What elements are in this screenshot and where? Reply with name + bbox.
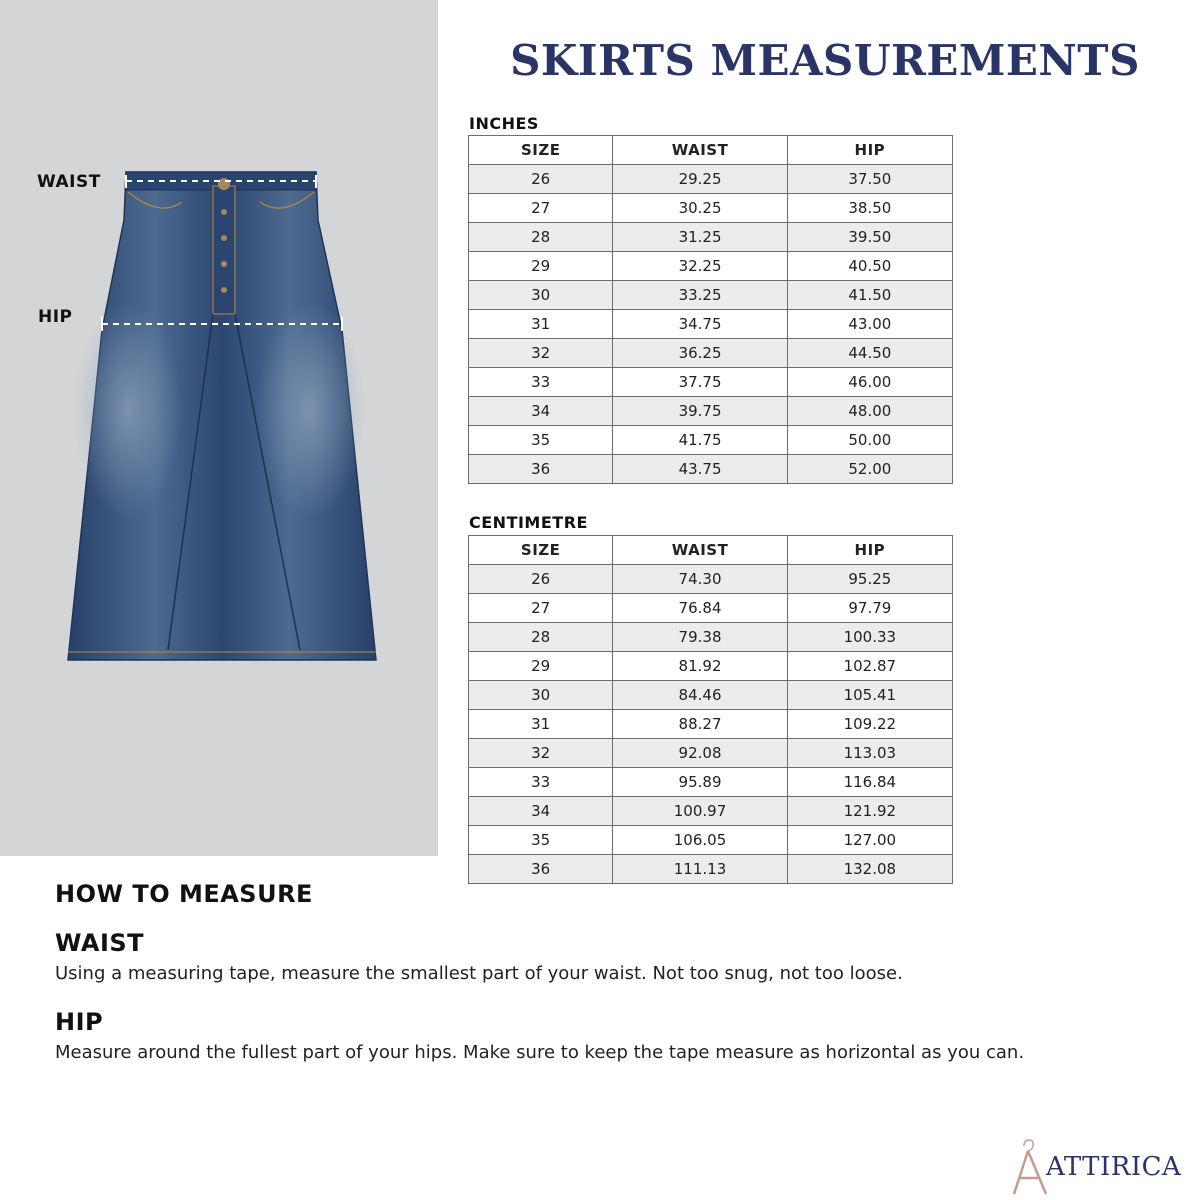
table-row: [469, 426, 953, 455]
hip-heading: HIP: [55, 1008, 104, 1036]
brand-name: ATTIRICA: [1046, 1152, 1182, 1182]
cell-waist: 106.05: [613, 826, 787, 855]
cell-waist: 95.89: [613, 768, 787, 797]
cell-waist: 79.38: [613, 623, 787, 652]
cell-hip: 95.25: [787, 565, 952, 594]
cell-waist: 74.30: [613, 565, 787, 594]
cell-size: 28: [469, 223, 613, 252]
cell-size: 30: [469, 281, 613, 310]
cell-hip: 46.00: [787, 368, 952, 397]
cell-hip: 48.00: [787, 397, 952, 426]
header-hip: HIP: [787, 536, 952, 565]
cell-size: 34: [469, 797, 613, 826]
table-row: [469, 855, 953, 884]
cell-hip: 113.03: [787, 739, 952, 768]
page-title: SKIRTS MEASUREMENTS: [510, 36, 1140, 85]
inches-table: [468, 135, 953, 484]
cell-waist: 43.75: [613, 455, 787, 484]
cell-hip: 41.50: [787, 281, 952, 310]
cell-waist: 33.25: [613, 281, 787, 310]
cell-hip: 102.87: [787, 652, 952, 681]
cell-waist: 111.13: [613, 855, 787, 884]
table-row: [469, 594, 953, 623]
waist-heading: WAIST: [55, 929, 145, 957]
cell-size: 29: [469, 652, 613, 681]
header-waist: WAIST: [613, 136, 787, 165]
cell-size: 32: [469, 339, 613, 368]
table-header-row: [469, 536, 953, 565]
cell-hip: 38.50: [787, 194, 952, 223]
cell-size: 36: [469, 455, 613, 484]
cell-hip: 40.50: [787, 252, 952, 281]
hip-instructions: Measure around the fullest part of your hips. Make sure to keep the tape measure as horizontal as you can.: [55, 1042, 1025, 1063]
cell-size: 36: [469, 855, 613, 884]
cell-hip: 109.22: [787, 710, 952, 739]
waist-marker-label: WAIST: [37, 172, 101, 192]
cell-hip: 100.33: [787, 623, 952, 652]
centimetre-table-caption: CENTIMETRE: [469, 513, 588, 532]
table-row: [469, 339, 953, 368]
header-size: SIZE: [469, 536, 613, 565]
cell-waist: 29.25: [613, 165, 787, 194]
cell-size: 35: [469, 826, 613, 855]
cell-size: 27: [469, 594, 613, 623]
cell-size: 26: [469, 565, 613, 594]
table-row: [469, 565, 953, 594]
cell-size: 26: [469, 165, 613, 194]
cell-hip: 44.50: [787, 339, 952, 368]
cell-waist: 32.25: [613, 252, 787, 281]
cell-hip: 50.00: [787, 426, 952, 455]
cell-hip: 105.41: [787, 681, 952, 710]
cell-waist: 37.75: [613, 368, 787, 397]
centimetre-table: [468, 535, 953, 884]
cell-waist: 34.75: [613, 310, 787, 339]
cell-hip: 121.92: [787, 797, 952, 826]
cell-size: 33: [469, 768, 613, 797]
how-to-measure-title: HOW TO MEASURE: [55, 880, 313, 908]
hip-marker-label: HIP: [38, 307, 73, 327]
denim-skirt-image: [0, 0, 438, 856]
cell-waist: 88.27: [613, 710, 787, 739]
table-row: [469, 281, 953, 310]
cell-size: 35: [469, 426, 613, 455]
table-row: [469, 652, 953, 681]
cell-waist: 30.25: [613, 194, 787, 223]
cell-size: 29: [469, 252, 613, 281]
table-row: [469, 310, 953, 339]
cell-waist: 84.46: [613, 681, 787, 710]
header-size: SIZE: [469, 136, 613, 165]
cell-waist: 81.92: [613, 652, 787, 681]
table-row: [469, 223, 953, 252]
table-row: [469, 826, 953, 855]
header-waist: WAIST: [613, 536, 787, 565]
cell-waist: 39.75: [613, 397, 787, 426]
table-header-row: [469, 136, 953, 165]
table-row: [469, 797, 953, 826]
cell-waist: 76.84: [613, 594, 787, 623]
table-row: [469, 455, 953, 484]
cell-waist: 31.25: [613, 223, 787, 252]
table-row: [469, 165, 953, 194]
cell-hip: 127.00: [787, 826, 952, 855]
table-row: [469, 252, 953, 281]
table-row: [469, 194, 953, 223]
table-row: [469, 768, 953, 797]
skirt-illustration-panel: [0, 0, 438, 856]
cell-hip: 52.00: [787, 455, 952, 484]
header-hip: HIP: [787, 136, 952, 165]
table-row: [469, 623, 953, 652]
cell-size: 34: [469, 397, 613, 426]
cell-hip: 37.50: [787, 165, 952, 194]
inches-table-caption: INCHES: [469, 114, 539, 133]
cell-waist: 92.08: [613, 739, 787, 768]
cell-size: 33: [469, 368, 613, 397]
cell-size: 30: [469, 681, 613, 710]
cell-size: 31: [469, 710, 613, 739]
cell-size: 31: [469, 310, 613, 339]
cell-hip: 132.08: [787, 855, 952, 884]
cell-size: 28: [469, 623, 613, 652]
waist-instructions: Using a measuring tape, measure the smallest part of your waist. Not too snug, not too loose.: [55, 963, 903, 984]
cell-hip: 97.79: [787, 594, 952, 623]
cell-size: 32: [469, 739, 613, 768]
cell-waist: 41.75: [613, 426, 787, 455]
table-row: [469, 739, 953, 768]
cell-waist: 36.25: [613, 339, 787, 368]
cell-waist: 100.97: [613, 797, 787, 826]
table-row: [469, 397, 953, 426]
cell-hip: 39.50: [787, 223, 952, 252]
table-row: [469, 710, 953, 739]
table-row: [469, 681, 953, 710]
cell-hip: 116.84: [787, 768, 952, 797]
table-row: [469, 368, 953, 397]
cell-size: 27: [469, 194, 613, 223]
cell-hip: 43.00: [787, 310, 952, 339]
